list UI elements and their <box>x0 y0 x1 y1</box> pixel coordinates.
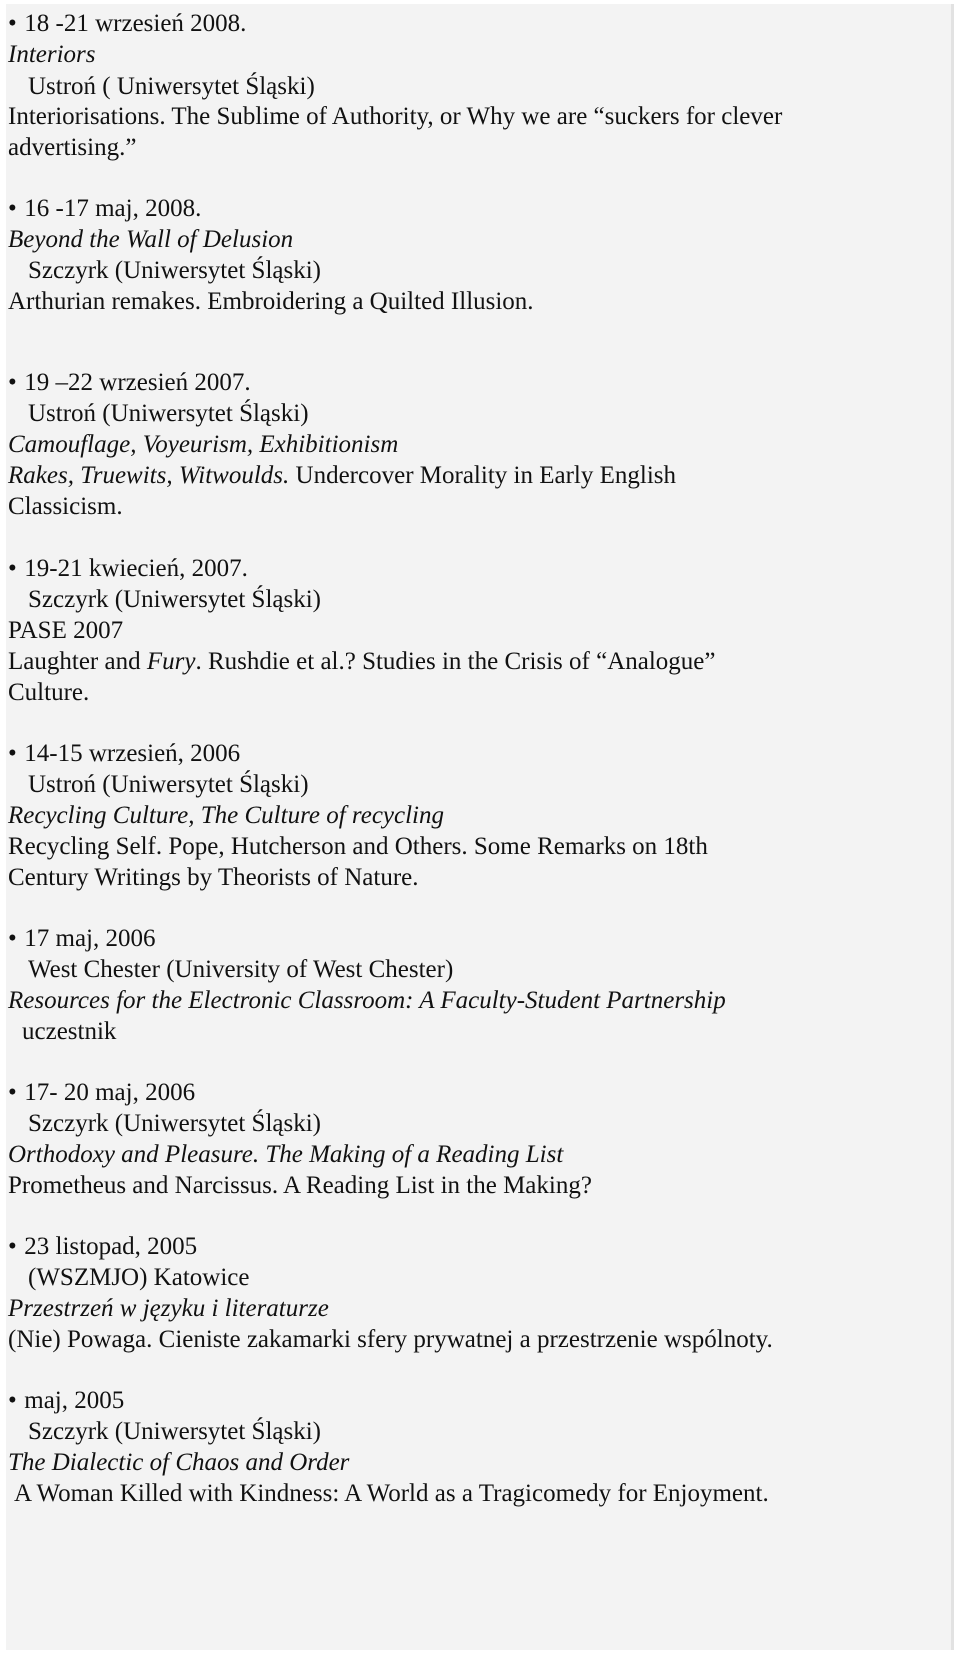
entry-date: • 19-21 kwiecień, 2007. <box>8 553 248 585</box>
talk-title-continued: Century Writings by Theorists of Nature. <box>8 864 419 891</box>
conference-title: Orthodoxy and Pleasure. The Making of a Reading List <box>8 1141 564 1168</box>
venue: (WSZMJO) Katowice <box>28 1264 250 1291</box>
venue: Ustroń ( Uniwersytet Śląski) <box>28 73 315 100</box>
talk-title-continued: Classicism. <box>8 493 123 520</box>
conference-title: Beyond the Wall of Delusion <box>8 226 294 253</box>
talk-title: (Nie) Powaga. Cieniste zakamarki sfery prywatnej a przestrzenie wspólnoty. <box>8 1326 773 1353</box>
talk-title-continued: Culture. <box>8 679 90 706</box>
entry-date: • 23 listopad, 2005 <box>8 1231 197 1263</box>
conference-title: Camouflage, Voyeurism, Exhibitionism <box>8 431 399 458</box>
venue: Szczyrk (Uniwersytet Śląski) <box>28 257 321 284</box>
participation-role: uczestnik <box>22 1018 117 1045</box>
venue: Szczyrk (Uniwersytet Śląski) <box>28 586 321 613</box>
venue: Szczyrk (Uniwersytet Śląski) <box>28 1418 321 1445</box>
talk-title <box>8 460 676 492</box>
entry-date: • 17- 20 maj, 2006 <box>8 1077 195 1109</box>
conference-title: Interiors <box>8 41 96 68</box>
entry-date: • 16 -17 maj, 2008. <box>8 193 201 225</box>
venue: Ustroń (Uniwersytet Śląski) <box>28 400 309 427</box>
talk-title: Recycling Self. Pope, Hutcherson and Others. Some Remarks on 18th <box>8 833 708 860</box>
entry-date: • 17 maj, 2006 <box>8 923 156 955</box>
venue: West Chester (University of West Chester) <box>28 956 454 983</box>
talk-title-rest: Undercover Morality in Early English <box>289 462 676 489</box>
conference-title: Recycling Culture, The Culture of recycling <box>8 802 444 829</box>
conference-title: Przestrzeń w języku i literaturze <box>8 1295 329 1322</box>
entry-date: • 14-15 wrzesień, 2006 <box>8 738 240 770</box>
talk-title: Interiorisations. The Sublime of Authority, or Why we are “suckers for clever <box>8 103 783 130</box>
document-page <box>6 4 954 1650</box>
talk-title: A Woman Killed with Kindness: A World as a Tragicomedy for Enjoyment. <box>14 1480 769 1507</box>
entry-date: • 18 -21 wrzesień 2008. <box>8 8 246 40</box>
talk-title <box>8 646 716 678</box>
conference-title: The Dialectic of Chaos and Order <box>8 1449 350 1476</box>
venue: Szczyrk (Uniwersytet Śląski) <box>28 1110 321 1137</box>
talk-title-part1: Laughter and <box>8 648 147 675</box>
talk-title-italic: Fury <box>146 648 196 675</box>
talk-title: Arthurian remakes. Embroidering a Quilted Illusion. <box>8 288 534 315</box>
entry-date: • maj, 2005 <box>8 1385 124 1417</box>
talk-title-italic: Rakes, Truewits, Witwoulds. <box>8 462 290 489</box>
talk-title-part2: . Rushdie et al.? Studies in the Crisis of “Analogue” <box>195 648 716 675</box>
conference-title: Resources for the Electronic Classroom: A Faculty-Student Partnership <box>8 987 726 1014</box>
entry-date: • 19 –22 wrzesień 2007. <box>8 367 251 399</box>
talk-title: Prometheus and Narcissus. A Reading List in the Making? <box>8 1172 592 1199</box>
conference-title: PASE 2007 <box>8 617 124 644</box>
venue: Ustroń (Uniwersytet Śląski) <box>28 771 309 798</box>
talk-title-continued: advertising.” <box>8 134 137 161</box>
